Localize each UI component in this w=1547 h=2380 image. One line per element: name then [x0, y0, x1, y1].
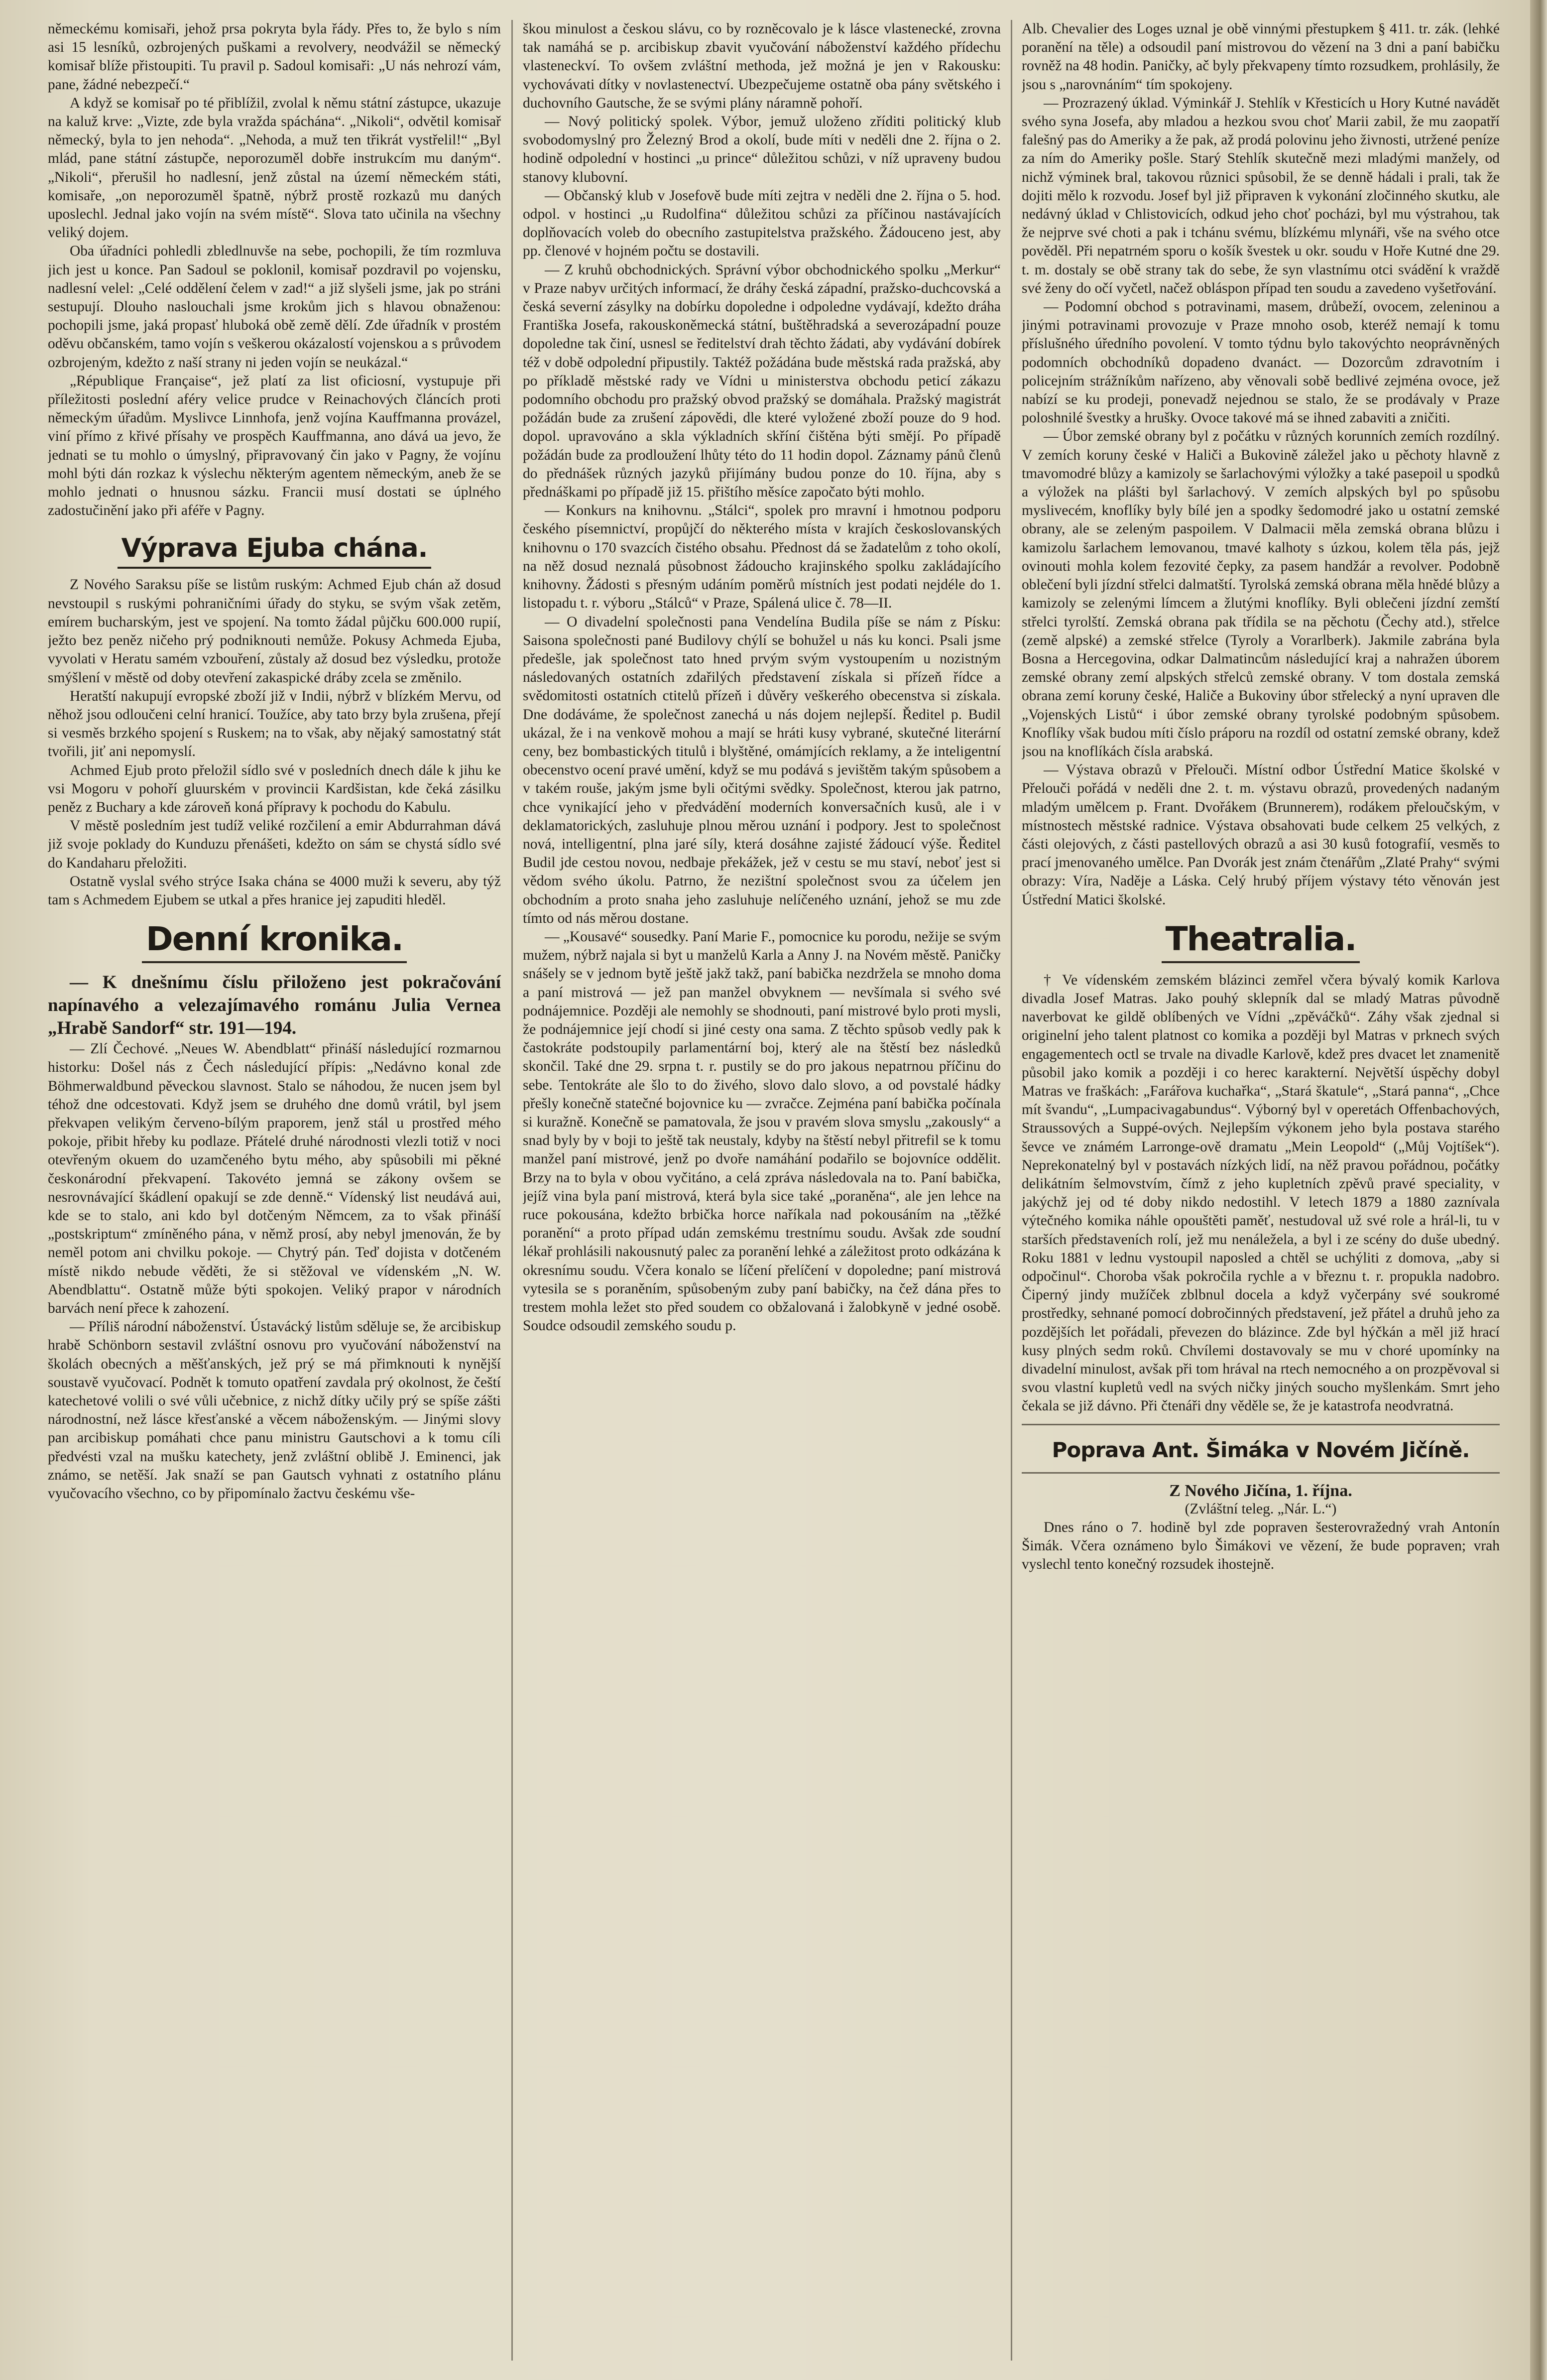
divider [1022, 1424, 1500, 1425]
paragraph: Oba úřadníci pohledli zbledlnuvše na sebe, pochopili, že tím rozmluva jich jest u konce. Pan Sadoul se poklonil, komisař pozdravil po vojensku, nadlesní velel: „Celé oddělení čelem v zad!“ a již slyšeli jsme, jak po stráni sestupují. Dlouho naslouchali jsme krokům jich s hlavou obnaženou: pochopili jsme, jaká propasť hluboká obě země dělí. Zde úřadník v prostém oděvu občanském, tamo vojín s veškerou okázalostí vojenskou a s průvodem ozbrojeným, kdežto z naší strany ni jeden vojín se neukázal.“ [48, 243, 501, 371]
paragraph: — O divadelní společnosti pana Vendelína Budila píše se nám z Písku: Saisona společnosti pané Budilovy chýlí se bohužel u nás ku konci. Psali jsme předešle, jak společnost tato hned prvým svým vystoupením u nozistným následovaných ostatních zdařilých představení získala si přízeň řídce a svědomitosti ostatních ctitelů přízeň i důvěry veškerého obecenstva si získala. Dne dodáváme, že společnost zanechá u nás dojem nejlepší. Ředitel p. Budil ukázal, že i na venkově mohou a mají se hráti kusy vybrané, skutečné literární ceny, bez bombastických titulů i blyštěné, omámjících reklamy, a že inteligentní obecenstvo ocení pravé umění, když se mu podává s jevištěm takým spůsobem a v takém rouše, jakým jsme byli očitými svědky. Společnost, kterou jak patrno, chce vynikající jeho v předvádění moderních konversačních kusů, ale i v deklamatorických, zasluhuje plnou měrou uznání i podpory. Jest to společnost nová, intelligentní, plna jaré síly, která dosáhne zajisté žádoucí výše. Ředitel Budil jde cestou novou, nedbaje překážek, jež v cestu se mu staví, neboť jest si vědom svého úkolu. Patrno, že nezištní společnost svou za účelem jen obchodním a proto snaha jeho zasluhuje nelíčeného uznání, jehož se mu zde tímto od nás měrou dostane. [523, 614, 1001, 926]
section-heading-poprava: Poprava Ant. Šimáka v Novém Jičíně. [1052, 1437, 1470, 1462]
divider [1022, 1472, 1500, 1474]
column-2 [523, 20, 1001, 2366]
paragraph: Achmed Ejub proto přeložil sídlo své v posledních dnech dále k jihu ke vsi Mogoru v pohoří gluurském v provincii Kardšistan, kde čeká zásilku peněz z Buchary a kde zároveň koná přípravy k pochodu do Kabulu. [48, 762, 501, 815]
supplement-notice: — K dnešnímu číslu přiloženo jest pokračování napínavého a velezajímavého románu Julia Vernea „Hrabě Sandorf“ str. 191—194. [48, 972, 501, 1039]
paragraph: Ostatně vyslal svého strýce Isaka chána se 4000 muži k severu, aby týž tam s Achmedem Ejubem se utkal a přes hranice jej zapuditi hleděl. [48, 873, 501, 908]
paragraph: škou minulost a českou slávu, co by rozněcovalo je k lásce vlastenecké, zrovna tak namáhá se p. arcibiskup zbavit vyučování náboženství každého přídechu vlasteneckví. To ovšem zvláštní methoda, jež možná je jen v Rakousku: vychovávati dítky v novlastenectví. Ubezpečujeme ostatně oba pány světského i duchovního Gautsche, že se svými plány náramně pohoří. [523, 21, 1001, 111]
paragraph: — Příliš národní náboženství. Ústavácký listům sděluje se, že arcibiskup hrabě Schönborn sestavil zvláštní osnovu pro vyučování náboženství na školách obecných a měšťanských, jež prý se má přimknouti k nynější soustavě vyučovací. Podnět k tomuto opatření zavdala prý okolnost, že čeští katechetové volili o své vůli učebnice, z nichž dítky učily prý se spíše zášti národnostní, než lásce křesťanské a věcem náboženským. — Jinými slovy pan arcibiskup pomáhati chce panu ministru Gautschovi a k tomu cíli předvésti vzal na mušku katechety, jenž zvláštní oblibě J. Eminenci, jak známo, se netěší. Jak snaží se pan Gautsch vyhnati z ostatního plánu vyučovacího všechno, co by připomínalo žactvu českému vše- [48, 1319, 501, 1502]
column-rule-1 [511, 20, 513, 2361]
paragraph: „République Française“, jež platí za list oficiosní, vystupuje při příležitosti poslední aféry velice prudce v Reinachových článcích proti německým úřadům. Myslivce Linnhofa, jenž vojína Kauffmanna provázel, viní přímo z křivé přísahy ve prospěch Kauffmanna, ano dává ua jevo, že jednati se tu mohlo o úmyslný, připravovaný čin jako v Pagny, že vojínu mohl býti dán rozkaz k výslechu některým agentem německým, aneb že se mohlo jednati o hnusnou sázku. Francii musí dostati se úplného zadostučinění jako při aféře v Pagny. [48, 373, 501, 519]
paragraph: — „Kousavé“ sousedky. Paní Marie F., pomocnice ku porodu, nežije se svým mužem, nýbrž najala si byt u manželů Karla a Anny J. na Novém městě. Paničky snášely se v jednom bytě ještě jakž takž, paní babička nezdržela se mnoho doma a paní mistrová — jež pan manžel obvyknem — nevšímala si svého své podnájemnice. Později ale nemohly se shodnouti, paní mistrové bylo proti mysli, že podnájemnice její chodí si jiné cesty ona sama. Z těchto spůsob vedly pak k častokráte podstoupily parlamentární boj, který ale na štěstí bez následků skončil. Také dne 29. srpna t. r. pustily se do pro jakous nepatrnou příčinu do sebe. Tentokráte ale šlo to do živého, slovo dalo slovo, a od povstalé hádky přešly konečně statečné bojovnice ku — zvračce. Zejména paní babička počínala si kuražně. Konečně se pamatovala, že jsou v pravém slova smyslu „zakously“ a snad byly by v boji to ještě tak neustaly, kdyby na štěstí nebyl přitrefil se k tomu manžel paní mistrové, jenž po dvoře namáhání podařilo se bojovníce oddělit. Brzy na to byla v obou vyčitáno, a celá zpráva následovala na to. Paní babička, jejíž vina byla paní mistrová, která byla sice také „poraněna“, ale jen lehce na ruce pokousána, kdežto brbička horce naříkala nad pokousáním na „těžké poranění“ a proto případ udán zemskému trestnímu soudu. Avšak zde soudní lékař prohlásili nakousnutý palec za poranění lehké a záležitost proto odkázána k okresnímu soudu. Včera konalo se líčení přelíčení v dopoledne; paní mistrová vytesila se s poraněním, spůsobeným zuby paní babičky, na čež dána přes to trestem mohla ležet sto před soudem co obžalovaná i žalobkyně v jedné osobě. Soudce odsoudil zemského soudu p. [523, 928, 1001, 1334]
paragraph: A když se komisař po té přiblížil, zvolal k němu státní zástupce, ukazuje na kaluž krve: „Vizte, zde byla vražda spáchána“. „Nikoli“, odvětil komisař německý, byla to jen nehoda“. „Nehoda, a muž ten třikrát vystřelil!“ „Byl mlád, pane státní zástupče, neporozuměl dobře instrukcím mu daným“. „Nikoli“, přerušil ho nadlesní, jenž zůstal na území německém státi, komisaře, „on neporozuměl špatně, nýbrž prostě rozkazů mu daných uposlechl. Jednal jako vojín na svém místě“. Slova tato učinila na všechny veliký dojem. [48, 95, 501, 241]
paragraph: † Ve vídenském zemském blázinci zemřel včera bývalý komik Karlova divadla Josef Matras. Jako pouhý sklepník dal se mladý Matras původně naverbovat ke gildě oblíbených ve Vídni „zpěváčků“. Záhy však zjednal si originelní jeho talent platnost co komika a později byl Matras v prknech svých engagementech octl se trvale na divadle Karlově, kdež pres dvacet let znamenitě působil jako komik a později i co herec karakterní. Největší úspěchy dobyl Matras ve fraškách: „Farářova kuchařka“, „Stará škatule“, „Stará panna“, „Chce mít švandu“, „Lumpacivagabundus“. Výborný byl v operetách Offenbachových, Straussových a Suppé-ových. Nejlepším výkonem jeho byla postava starého ševce ve známém Larronge-ově dramatu „Mein Leopold“ („Můj Vojtíšek“). Neprekonatelný byl v postavách nízkých lidí, na něž pravou pořádnou, počátky delikátním šelmovstvím, čímž z jeho kupletních zpěvů pravé speciality, v jakýchž jej od té doby nikdo nedostihl. V letech 1879 a 1880 zaznívala výtečného komika náhle opouštěti paměť, nestudoval už své role a hrál-li, tu v starších představeních rolí, jež mu nenáležela, a byl i ze scény do duše ubedný. Roku 1881 v lednu vystoupil naposled a chtěl se uchýliti z domova, „aby si odpočinul“. Choroba však pokročila rychle a v březnu t. r. propukla nadobro. Čiperný jindy mužíček zblbnul docela a když vyčerpány své soukromé prostředky, sehnané pomocí dobročinných představení, jež přátel a druhů jeho za pozdějších let pořádali, převezen do blázince. Zde byl hýčkán a měl již hrací kusy plných sedm roků. Chvílemi dostavovaly se mu v choré upomínky na divadelní minulost, avšak při tom hrával na rtech nemocného a on prozpěvoval si svou vlastní kupletů vedl na svých ničky jiných soucho myšlenkám. Smrt jeho čekala se již dávno. Při čtenáři dny věděle se, že je katastrofa neodvratná. [1022, 972, 1500, 1414]
paragraph: — Z kruhů obchodnických. Správní výbor obchodnického spolku „Merkur“ v Praze nabyv určitých informací, že dráhy česká západní, pražsko-duchcovská a česká severní zásylky na dobírku dopoledne i odpoledne vydávají, kdežto dráha Františka Josefa, rakouskoněmecká státní, buštěhradská a severozápadní pouze dopoledne tak činí, usnesl se ředitelství drah těchto žádati, aby vydávání dobírek též v době odpolední připustily. Taktéž požádána bude městská rada pražská, aby po příkladě městské rady ve Vídni u ministerstva obchodu peticí zákazu podomního obchodu pro pražský obvod pražský se domáhala. Pražský magistrát požádán bude za zrušení zápovědi, dle které vyložené zboží pouze do 9 hod. dopol. upravováno a skla výkladních skříní čištěna býti smějí. Po případě požádán bude za prodloužení lhůty této do 11 hodin dopol. Záznamy pánů členů do přednášek různých jazyků přijímány budou ponze do 10. října, aby s přednáškami po případě již 15. přištího měsíce započato býti mohlo. [523, 261, 1001, 501]
section-heading-kronika: Denní kronika. [48, 918, 501, 963]
paragraph: Alb. Chevalier des Loges uznal je obě vinnými přestupkem § 411. tr. zák. (lehké poranění na těle) a odsoudil paní mistrovou do vězení na 3 dni a paní babičku rovněž na 48 hodin. Paničky, ač byly překvapeny tímto rozsudkem, prohlásily, že jsou s „narovnáním“ tím spokojeny. [1022, 21, 1500, 93]
column-3 [1022, 20, 1500, 2366]
paragraph: Dnes ráno o 7. hodině byl zde popraven šesterovražedný vrah Antonín Šimák. Včera oznámeno bylo Šimákovi ve vězení, že bude popraven; vrah vyslechl tento konečný rozsudek ihostejně. [1022, 1519, 1500, 1573]
paragraph: — Podomní obchod s potravinami, masem, drůbeží, ovocem, zeleninou a jinými potravinami provozuje v Praze mnoho osob, kteréž nemají k tomu příslušného úředního povolení. V tomto týdnu bylo takovýchto neoprávněných podomních obchodníků dopadeno dvanáct. — Dozorcům zdravotním i policejním strážníkům nařízeno, aby věnovali sobě bedlivé zejména ovoce, jež nabízí se ku prodeji, ponevadž nejednou se stalo, že se prodávaly v Praze poloshnilé švestky a hrušky. Ovoce takové má se ihned zabaviti a zničiti. [1022, 299, 1500, 426]
paragraph: Heratští nakupují evropské zboží již v Indii, nýbrž v blízkém Mervu, od něhož jsou odloučeni celní hranicí. Toužíce, aby tato brzy byla zrušena, přejí si vesměs brzkého spojení s Ruskem; na to však, aby nějaký samostatný stát tvořili, jiť ani nepomyslí. [48, 688, 501, 760]
column-1 [48, 20, 501, 2366]
paragraph: — Úbor zemské obrany byl z počátku v různých korunních zemích rozdílný. V zemích koruny české v Haliči a Bukovině záležel jako u pěchoty hlavně z tmavomodré blůzy a kamizoly se šarlachovými výložky a také pasepoil u spodků a výložek na plášti byl šarlachový. V zemích alpských byl po spůsobu myslivecém, knoflíky byly bílé jen a spodky šedomodré jako u ostatní zemské obrany, ale se zeleným paspoilem. V Dalmacii měla zemská obrana blůzu i kamizolu šarlachem lemovanou, tmavé kalhoty s úzkou, kolem těla pás, jejž ovinouti mohla kolem fezovité čepky, za pasem handžár a revolver. Podobně oblečení byli jízdní střelci dalmatští. Tyrolská zemská obrana měla hnědé blůzy a kamizoly se zelenými límcem a žlutými knoflíky. Byli oblečeni jízdní zemští střelci tyrolští. Zemská obrana pak třídila se na pěchotu (Čechy atd.), střelce (země alpské) a zemské střelce (Tyroly a Vorarlberk). Jakmile zabrána byla Bosna a Hercegovina, odkar Dalmatincům následující kraj a nahražen úborem zemské obrany zemí alpských střelců zemské obrany. V tom dostala zemská obrana zemí koruny české, Haliče a Bukoviny úbor střelecký a nyní upraven dle „Vojenských Listů“ i úbor zemské obrany tyrolské podobným spůsobem. Knoflíky však budou míti číslo práporu na rozdíl od ostatní zemské obrany, kdež jsou na knoflíkách čísla arabská. [1022, 428, 1500, 759]
paragraph: V městě posledním jest tudíž veliké rozčilení a emir Abdurrahman dává již svoje poklady do Kunduzu přenášeti, kdežto on sám se chystá sídlo své do Kandaharu přeložiti. [48, 818, 501, 871]
paragraph: — Výstava obrazů v Přelouči. Místní odbor Ústřední Matice školské v Přelouči pořádá v neděli dne 2. t. m. výstavu obrazů, provedených nadaným mladým umělcem p. Frant. Dvořákem (Brunnerem), rodákem přeloučským, v místnostech městské radnice. Výstava obsahovati bude celkem 25 velkých, z části olejových, z části pastellových obrazů a asi 30 kusů fotografií, vesměs to prací jmenovaného umělce. Pan Dvorák jest znám čtenářům „Zlaté Prahy“ svými obrazy: Víra, Naděje a Láska. Celý hrubý příjem výstavy této věnován jest Ústřední Matici školské. [1022, 762, 1500, 908]
paper-edge [1530, 0, 1547, 2380]
column-rule-2 [1011, 20, 1012, 2361]
section-heading-theatralia: Theatralia. [1022, 918, 1500, 963]
telegram-note: (Zvláštní teleg. „Nár. L.“) [1185, 1501, 1337, 1517]
dateline: Z Nového Jičína, 1. října. [1169, 1481, 1352, 1500]
paragraph: německému komisaři, jehož prsa pokryta byla řády. Přes to, že bylo s ním asi 15 lesníků, ozbrojených puškami a revolvery, neodvážil se německý komisař blíže přistoupiti. Tu pravil p. Sadoul komisaři: „U nás nehrozí vám, pane, žádné nebezpečí.“ [48, 21, 501, 93]
paragraph: Z Nového Saraksu píše se listům ruským: Achmed Ejub chán až dosud nevstoupil s ruskými pohraničními úřady do styku, se svým však zetěm, emírem bucharským, jest ve spojení. Na tomto žádal půjčku 600.000 rupií, ježto bez peněz ničeho prý podniknouti nemůže. Pokusy Achmeda Ejuba, vyvolati v Heratu samém vzbouření, zůstaly až dosud bez výsledku, protože smýšlení v městě od doby otevření zakaspické dráby zcela se změnilo. [48, 577, 501, 686]
section-heading-ejub: Výprava Ejuba chána. [48, 531, 501, 569]
paragraph: — Konkurs na knihovnu. „Stálci“, spolek pro mravní i hmotnou podporu českého písemnictví, propůjčí do některého místa v krajích českoslovanských knihovnu o 170 svazcích čistého obsahu. Přednost dá se žadatelům z toho okolí, na něž dosud neznalá působnost žádoucho krajinského spolku zakládajícího knihovny. Žádosti s přesným udáním poměrů místních jest podati nejdéle do 1. listopadu t. r. výboru „Stálců“ v Praze, Spálená ulice č. 78—II. [523, 502, 1001, 612]
paragraph: — Občanský klub v Josefově bude míti zejtra v neděli dne 2. října o 5. hod. odpol. v hostinci „u Rudolfina“ důležitou schůzi za příčinou nastávajících doplňovacích voleb do obecního zastupitelstva pražského. Žádouceno jest, aby pp. členové v hojném počtu se dostavili. [523, 187, 1001, 259]
paragraph: — Prozrazený úklad. Výminkář J. Stehlík v Křesticích u Hory Kutné navádět svého syna Josefa, aby mladou a hezkou svou choť Marii zabil, že mu zaopatří falešný pas do Ameriky a že pak, až prodá polovinu jeho živnosti, utržené peníze za ním do Ameriky pošle. Starý Stehlík skutečně mezi mladými manžely, od nichž výminek bral, takovou různici spůsobil, že se denně hádali i prali, tak že dojiti mělo k rozvodu. Josef byl již připraven k vykonání zločinného skutku, ale nedávný úklad v Chlistovicích, odkud jeho choť pocházi, byl mu výstrahou, tak že nejprve své choti a pak i tchánu svému, blízkému mlynáři, vše na svého otce pověděl. Při nepatrném sporu o košík švestek u okr. soudu v Hoře Kutné dne 29. t. m. dostaly se obě strany tak do sebe, že syn vlastnímu otci svádění k vraždě své ženy do očí vyčetl, načež obláspon případ ten soudu a zavedeno vyšetřování. [1022, 95, 1500, 296]
paragraph: — Nový politický spolek. Výbor, jemuž uloženo zříditi politický klub svobodomyslný pro Železný Brod a okolí, bude míti v neděli dne 2. října o 2. hodině odpolední v hostinci „u prince“ důležitou schůzi, v níž upraveny budou stanovy klubovní. [523, 114, 1001, 185]
paragraph: — Zlí Čechové. „Neues W. Abendblatt“ přináší následující rozmarnou historku: Došel nás z Čech následující přípis: „Nedávno konal zde Böhmerwaldbund pěveckou slavnost. Stalo se náhodou, že nucen jsem byl téhož dne odcestovati. Když jsem se druhého dne domů vrátil, byl jsem překvapen velikým červeno-bílým praporem, jenž stál u prostřed mého pokoje, přibit hřeby ku podlaze. Přátelé druhé národnosti vlezli totiž v noci otevřeným okuem do uzamčeného bytu mého, aby spůsobili mi pěkné českonárodní překvapení. Takovéto jemná se zákony ovšem se nesrovnávající škádlení opakují se zde denně.“ Vídenský list neudává aui, kde se to stalo, ani kdo byl dotčeným Němcem, za to však přináší „postskriptum“ zmíněného pána, v němž prosí, aby nebyl jmenován, že by neměl potom ani chvilku pokoje. — Chytrý pán. Teď dojista v dotčeném místě nikdo nebude věděti, že si stěžoval ve vídenském „N. W. Abendblattu“. Ostatně může býti spokojen. Veliký prapor v národních barvách není přece k zahození. [48, 1041, 501, 1316]
